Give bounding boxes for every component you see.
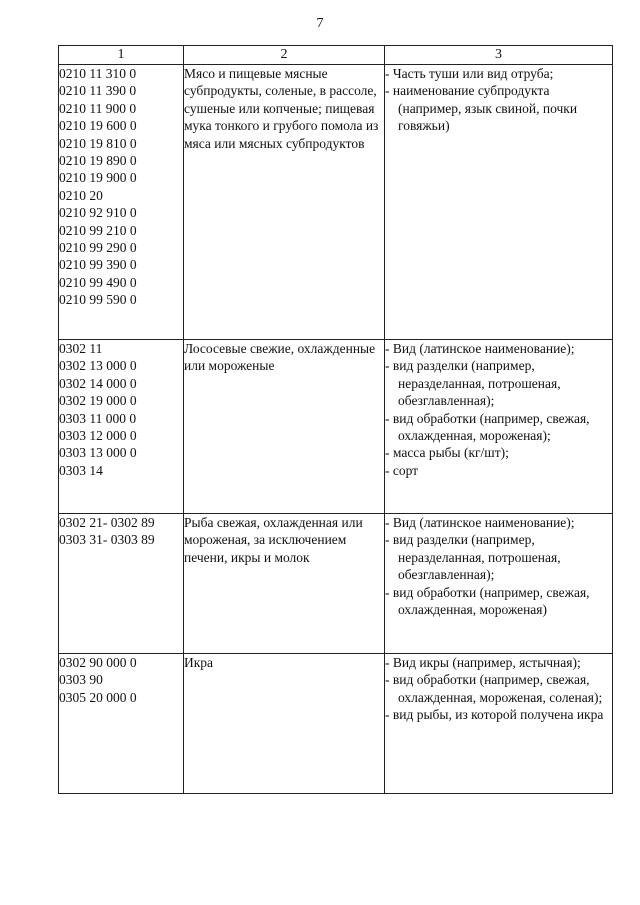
code: 0303 11 000 0 bbox=[59, 410, 137, 426]
code: 0303 13 000 0 bbox=[59, 445, 137, 461]
document-table bbox=[58, 45, 613, 794]
code: 0303 14 bbox=[59, 462, 103, 478]
attribute-item: - вид рыбы, из которой получена икра bbox=[385, 707, 604, 723]
codes-cell bbox=[59, 514, 184, 654]
code: 0303 90 bbox=[59, 672, 103, 688]
table-row bbox=[59, 65, 613, 340]
code: 0210 11 390 0 bbox=[59, 83, 137, 99]
code: 0303 31- 0303 89 bbox=[59, 532, 155, 548]
table-row bbox=[59, 340, 613, 514]
attribute-item: - Вид (латинское наименование); bbox=[385, 515, 575, 530]
code: 0210 99 210 0 bbox=[59, 222, 137, 238]
attribute-item: - вид обработки (например, свежая, охлажденная, мороженая, соленая); bbox=[385, 672, 603, 705]
code: 0302 21- 0302 89 bbox=[59, 515, 155, 530]
code: 0303 12 000 0 bbox=[59, 428, 137, 444]
attribute-item: - Вид икры (например, ястычная); bbox=[385, 655, 581, 670]
attributes-cell bbox=[385, 514, 613, 654]
code: 0302 13 000 0 bbox=[59, 358, 137, 374]
codes-cell bbox=[59, 340, 184, 514]
header-row bbox=[59, 46, 613, 65]
code: 0302 19 000 0 bbox=[59, 393, 137, 409]
attributes-cell bbox=[385, 340, 613, 514]
description-cell: Мясо и пищевые мясные субпродукты, соленые, в рассоле, сушеные или копченые; пищевая мука тонкого и грубого помола из мяса или мясных субпродуктов bbox=[184, 65, 385, 340]
codes-cell bbox=[59, 654, 184, 794]
code: 0302 14 000 0 bbox=[59, 375, 137, 391]
description-cell: Икра bbox=[184, 654, 385, 794]
code: 0305 20 000 0 bbox=[59, 689, 137, 705]
code: 0302 90 000 0 bbox=[59, 655, 137, 670]
code: 0210 99 290 0 bbox=[59, 240, 137, 256]
attributes-cell bbox=[385, 654, 613, 794]
attribute-item: - наименование субпродукта (например, язык свиной, почки говяжьи) bbox=[385, 83, 578, 134]
attribute-item: - масса рыбы (кг/шт); bbox=[385, 445, 509, 461]
attribute-item: - сорт bbox=[385, 462, 419, 478]
code: 0210 19 810 0 bbox=[59, 135, 137, 151]
code: 0210 11 310 0 bbox=[59, 66, 137, 81]
attribute-item: - вид обработки (например, свежая, охлажденная, мороженая); bbox=[385, 410, 590, 444]
column-header-3: 3 bbox=[385, 46, 613, 65]
attribute-item: - вид разделки (например, неразделанная, потрошеная, обезглавленная); bbox=[385, 532, 561, 583]
description-cell: Лососевые свежие, охлажденные или мороженые bbox=[184, 340, 385, 514]
column-header-2: 2 bbox=[184, 46, 385, 65]
code: 0210 11 900 0 bbox=[59, 100, 137, 116]
codes-cell bbox=[59, 65, 184, 340]
code: 0210 99 590 0 bbox=[59, 292, 137, 308]
code: 0210 19 600 0 bbox=[59, 118, 137, 134]
attributes-cell bbox=[385, 65, 613, 340]
attribute-item: - Часть туши или вид отруба; bbox=[385, 66, 554, 81]
table-row bbox=[59, 514, 613, 654]
code: 0210 20 bbox=[59, 187, 103, 203]
page-number: 7 bbox=[316, 16, 324, 31]
code: 0210 19 900 0 bbox=[59, 170, 137, 186]
code: 0210 19 890 0 bbox=[59, 153, 137, 169]
code: 0210 92 910 0 bbox=[59, 205, 137, 221]
code: 0210 99 490 0 bbox=[59, 274, 137, 290]
code: 0210 99 390 0 bbox=[59, 257, 137, 273]
column-header-1: 1 bbox=[59, 46, 184, 65]
attribute-item: - вид обработки (например, свежая, охлажденная, мороженая) bbox=[385, 584, 590, 618]
table-row bbox=[59, 654, 613, 794]
attribute-item: - Вид (латинское наименование); bbox=[385, 341, 575, 356]
code: 0302 11 bbox=[59, 341, 103, 356]
description-cell: Рыба свежая, охлажденная или мороженая, за исключением печени, икры и молок bbox=[184, 514, 385, 654]
attribute-item: - вид разделки (например, неразделанная, потрошеная, обезглавленная); bbox=[385, 358, 561, 409]
